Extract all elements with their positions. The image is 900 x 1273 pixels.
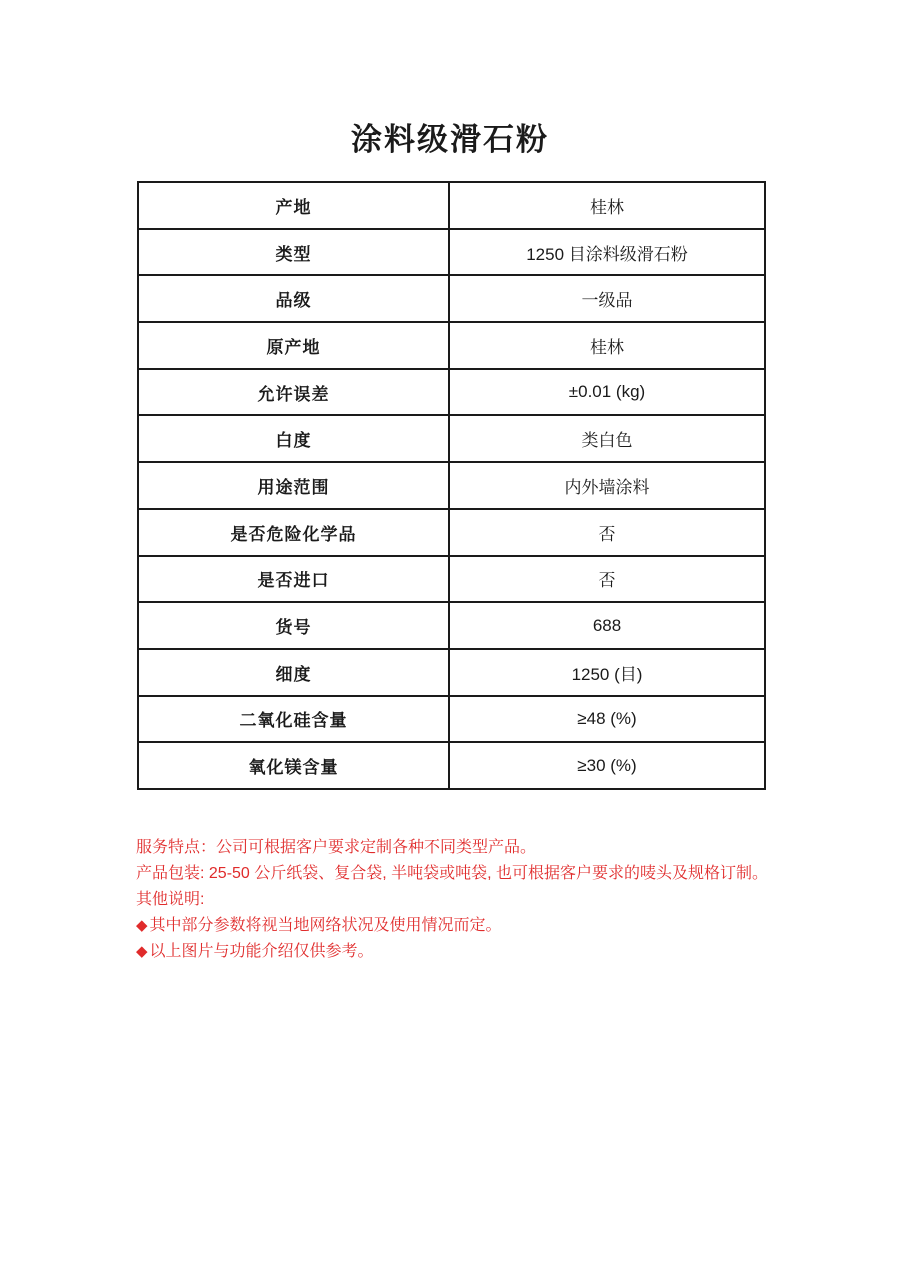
- note-bullet-line: [136, 939, 836, 965]
- note-bullet-text: 以上图片与功能介绍仅供参考。: [149, 943, 374, 960]
- table-row: [138, 462, 765, 509]
- table-row: [138, 322, 765, 369]
- spec-value-cell: ±0.01 (kg): [449, 369, 765, 416]
- spec-value-cell: 688: [449, 602, 765, 649]
- spec-label-cell: 是否危险化学品: [138, 509, 449, 556]
- spec-label-cell: 类型: [138, 229, 449, 276]
- service-note: 服务特点：公司可根据客户要求定制各种不同类型产品。: [136, 839, 537, 856]
- table-row: [138, 602, 765, 649]
- spec-value-cell: 1250 (目): [449, 649, 765, 696]
- spec-label-cell: 是否进口: [138, 556, 449, 603]
- note-bullet-line: [136, 913, 836, 939]
- spec-table: [137, 181, 766, 790]
- diamond-bullet-icon: ◆: [136, 943, 148, 960]
- table-row: [138, 229, 765, 276]
- spec-value-cell: 桂林: [449, 182, 765, 229]
- spec-label-cell: 允许误差: [138, 369, 449, 416]
- spec-label-cell: 品级: [138, 275, 449, 322]
- spec-label-cell: 货号: [138, 602, 449, 649]
- spec-value-cell: 类白色: [449, 415, 765, 462]
- spec-label-cell: 细度: [138, 649, 449, 696]
- diamond-bullet-icon: ◆: [136, 917, 148, 934]
- spec-value-cell: ≥30 (%): [449, 742, 765, 789]
- note-bullet-text: 其中部分参数将视当地网络状况及使用情况而定。: [149, 917, 502, 934]
- table-row: [138, 742, 765, 789]
- table-row: [138, 275, 765, 322]
- table-row: [138, 509, 765, 556]
- page-title: 涂料级滑石粉: [351, 122, 549, 157]
- spec-label-cell: 产地: [138, 182, 449, 229]
- spec-value-cell: 1250 目涂料级滑石粉: [449, 229, 765, 276]
- table-row: [138, 415, 765, 462]
- other-notes-heading: 其他说明:: [136, 891, 205, 908]
- packaging-note: 产品包装: 25-50 公斤纸袋、复合袋, 半吨袋或吨袋, 也可根据客户要求的唛头及规格订制。: [136, 865, 769, 882]
- spec-label-cell: 用途范围: [138, 462, 449, 509]
- spec-label-cell: 二氧化硅含量: [138, 696, 449, 743]
- table-row: [138, 182, 765, 229]
- table-row: [138, 369, 765, 416]
- spec-label-cell: 白度: [138, 415, 449, 462]
- spec-value-cell: 一级品: [449, 275, 765, 322]
- spec-value-cell: ≥48 (%): [449, 696, 765, 743]
- spec-label-cell: 原产地: [138, 322, 449, 369]
- table-row: [138, 556, 765, 603]
- spec-value-cell: 内外墙涂料: [449, 462, 765, 509]
- spec-label-cell: 氧化镁含量: [138, 742, 449, 789]
- spec-value-cell: 否: [449, 509, 765, 556]
- table-row: [138, 696, 765, 743]
- table-row: [138, 649, 765, 696]
- notes-section: [136, 835, 836, 965]
- spec-value-cell: 桂林: [449, 322, 765, 369]
- spec-value-cell: 否: [449, 556, 765, 603]
